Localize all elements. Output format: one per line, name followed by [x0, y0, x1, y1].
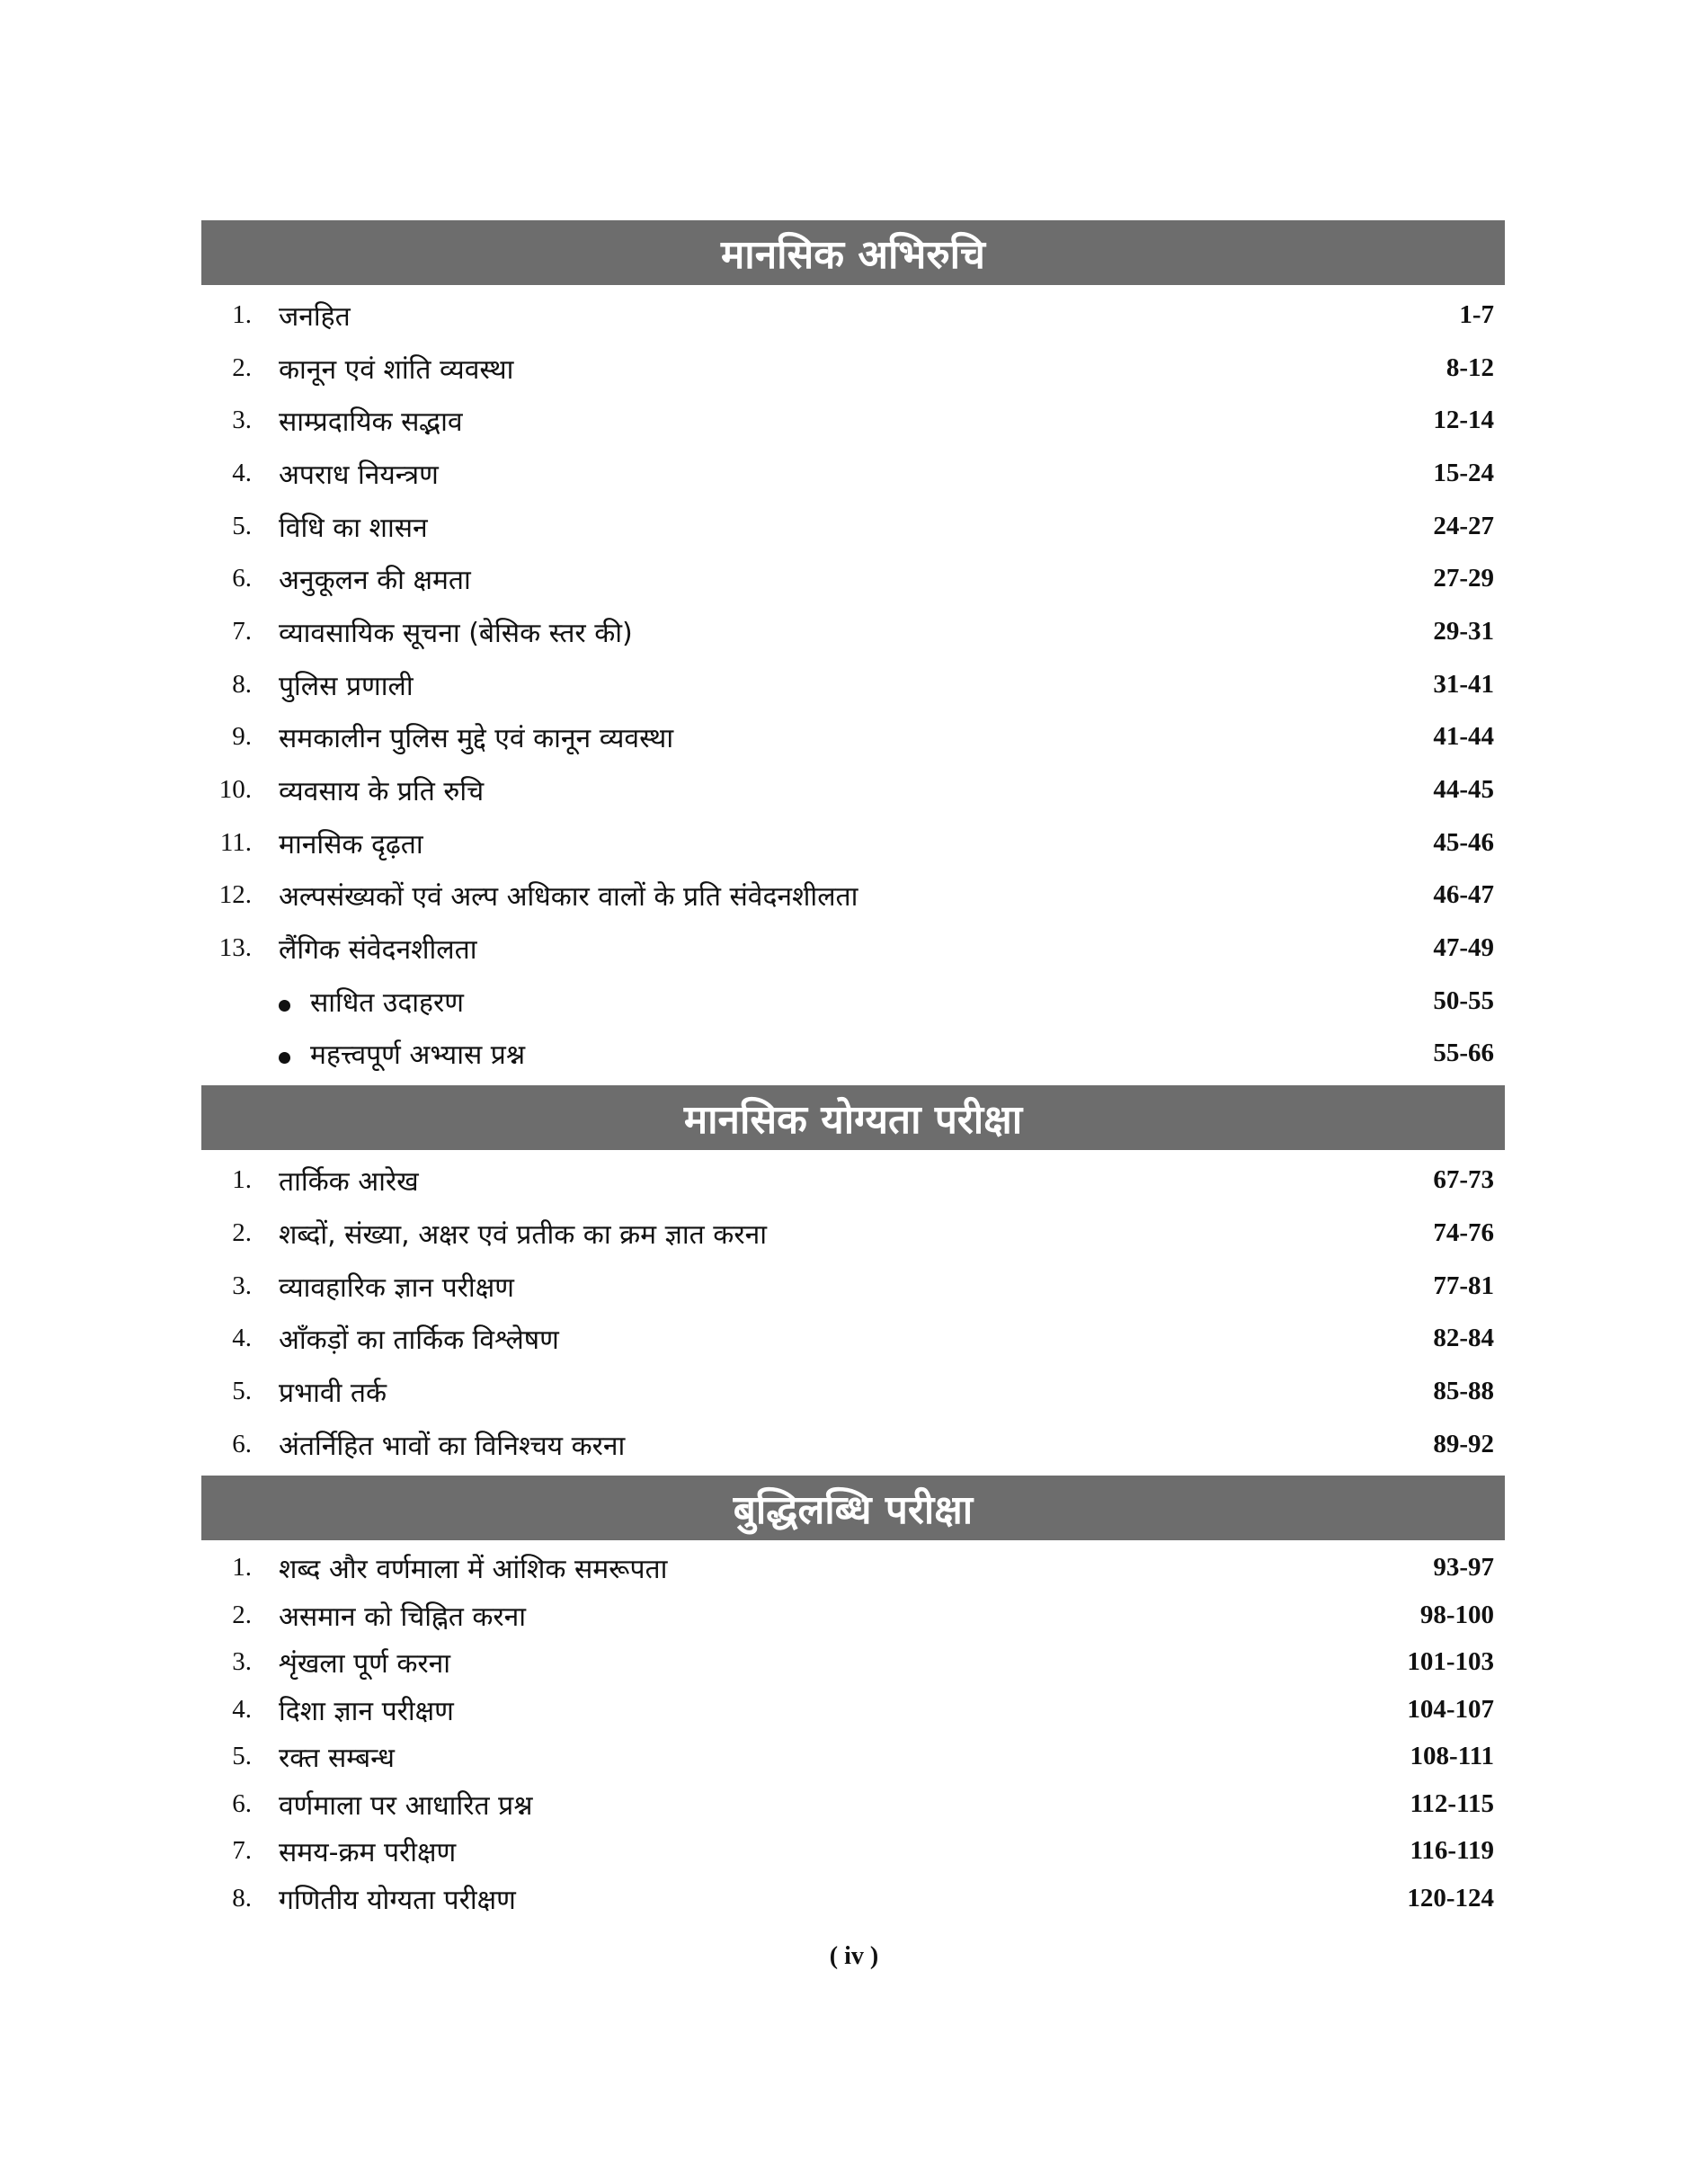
entry-number: 5.: [232, 1376, 252, 1405]
toc-entry[interactable]: [201, 1207, 1505, 1260]
entry-number: 3.: [232, 1271, 252, 1300]
entry-title: अल्पसंख्यकों एवं अल्प अधिकार वालों के प्रति संवेदनशीलता: [279, 881, 858, 914]
entry-title: दिशा ज्ञान परीक्षण: [279, 1695, 454, 1727]
entry-number: 1.: [232, 1165, 252, 1195]
entry-pages: 50-55: [1433, 985, 1494, 1015]
table-of-contents: [201, 220, 1505, 1927]
entry-title: साधित उदाहरण: [310, 986, 464, 1019]
entry-number: 12.: [218, 880, 252, 910]
entry-pages: 67-73: [1433, 1165, 1494, 1195]
entry-title: अपराध नियन्त्रण: [279, 459, 439, 491]
entry-number: 7.: [232, 616, 252, 646]
entry-pages: 55-66: [1433, 1039, 1494, 1068]
toc-entry[interactable]: [201, 658, 1505, 711]
entry-title: शृंखला पूर्ण करना: [279, 1648, 451, 1681]
entry-pages: 101-103: [1407, 1647, 1494, 1677]
entry-number: 10.: [218, 775, 252, 805]
section-heading: बुद्धिलब्धि परीक्षा: [201, 1476, 1505, 1540]
bullet-icon: [279, 1052, 290, 1064]
entry-title: जनहित: [279, 300, 351, 333]
entry-number: 8.: [232, 669, 252, 699]
toc-entry[interactable]: [201, 1686, 1505, 1734]
entry-title: समय-क्रम परीक्षण: [279, 1837, 457, 1869]
entry-pages: 31-41: [1433, 669, 1494, 699]
entry-number: 3.: [232, 406, 252, 435]
entry-number: 8.: [232, 1883, 252, 1913]
page-number: ( iv ): [829, 1942, 879, 1970]
toc-entry[interactable]: [201, 1733, 1505, 1780]
toc-entry[interactable]: [201, 1780, 1505, 1828]
entry-number: 2.: [232, 1600, 252, 1629]
section-heading: मानसिक अभिरुचि: [201, 220, 1505, 285]
entry-title: गणितीय योग्यता परीक्षण: [279, 1884, 516, 1916]
entry-pages: 120-124: [1407, 1883, 1494, 1913]
toc-entry[interactable]: [201, 447, 1505, 500]
entry-title: मानसिक दृढ़ता: [279, 828, 423, 861]
entry-pages: 15-24: [1433, 458, 1494, 487]
entry-title: अंतर्निहित भावों का विनिश्चय करना: [279, 1430, 626, 1462]
entry-pages: 74-76: [1433, 1217, 1494, 1247]
entry-number: 7.: [232, 1836, 252, 1866]
entry-pages: 27-29: [1433, 564, 1494, 593]
entry-number: 9.: [232, 722, 252, 752]
entry-title: प्रभावी तर्क: [279, 1377, 387, 1409]
entry-pages: 116-119: [1410, 1836, 1494, 1866]
toc-sub-entry[interactable]: [201, 975, 1505, 1028]
toc-entry[interactable]: [201, 1260, 1505, 1313]
entry-pages: 47-49: [1433, 933, 1494, 963]
entry-number: 13.: [218, 933, 252, 963]
toc-entry[interactable]: [201, 1418, 1505, 1471]
entry-title: आँकड़ों का तार्किक विश्लेषण: [279, 1324, 559, 1357]
toc-entry[interactable]: [201, 605, 1505, 658]
entry-number: 6.: [232, 1429, 252, 1458]
entry-pages: 93-97: [1433, 1553, 1494, 1583]
entry-number: 3.: [232, 1647, 252, 1677]
entry-pages: 77-81: [1433, 1271, 1494, 1300]
entry-title: कानून एवं शांति व्यवस्था: [279, 353, 514, 386]
toc-entry[interactable]: [201, 869, 1505, 923]
section-heading: मानसिक योग्यता परीक्षा: [201, 1085, 1505, 1150]
entry-title: शब्द और वर्णमाला में आंशिक समरूपता: [279, 1554, 668, 1586]
section-list: [201, 1150, 1505, 1476]
toc-entry[interactable]: [201, 816, 1505, 869]
entry-number: 5.: [232, 1742, 252, 1771]
toc-entry[interactable]: [201, 1875, 1505, 1922]
entry-title: समकालीन पुलिस मुद्दे एवं कानून व्यवस्था: [279, 723, 674, 755]
toc-sub-entry[interactable]: [201, 1028, 1505, 1081]
entry-title: असमान को चिह्नित करना: [279, 1601, 527, 1633]
entry-pages: 29-31: [1433, 616, 1494, 646]
entry-number: 2.: [232, 1217, 252, 1247]
entry-title: वर्णमाला पर आधारित प्रश्न: [279, 1789, 533, 1822]
entry-pages: 44-45: [1433, 775, 1494, 805]
entry-title: व्यावहारिक ज्ञान परीक्षण: [279, 1271, 514, 1304]
toc-entry[interactable]: [201, 1154, 1505, 1207]
toc-entry[interactable]: [201, 711, 1505, 764]
toc-entry[interactable]: [201, 394, 1505, 447]
entry-title: विधि का शासन: [279, 512, 428, 544]
section-list: [201, 1540, 1505, 1927]
bullet-icon: [279, 1000, 290, 1012]
toc-entry[interactable]: [201, 1638, 1505, 1686]
entry-pages: 82-84: [1433, 1324, 1494, 1353]
entry-number: 4.: [232, 1324, 252, 1353]
entry-pages: 24-27: [1433, 511, 1494, 540]
toc-entry[interactable]: [201, 1312, 1505, 1365]
entry-title: साम्प्रदायिक सद्भाव: [279, 406, 463, 439]
entry-title: तार्किक आरेख: [279, 1166, 419, 1199]
section-list: [201, 285, 1505, 1085]
toc-entry[interactable]: [201, 922, 1505, 975]
entry-title: महत्त्वपूर्ण अभ्यास प्रश्न: [310, 1039, 526, 1072]
entry-number: 6.: [232, 1788, 252, 1818]
entry-number: 11.: [219, 827, 252, 857]
entry-title: पुलिस प्रणाली: [279, 670, 414, 702]
entry-pages: 89-92: [1433, 1429, 1494, 1458]
entry-number: 2.: [232, 352, 252, 382]
toc-entry[interactable]: [201, 289, 1505, 342]
entry-pages: 112-115: [1410, 1788, 1494, 1818]
entry-title: अनुकूलन की क्षमता: [279, 565, 471, 597]
toc-entry[interactable]: [201, 552, 1505, 605]
entry-pages: 98-100: [1419, 1600, 1494, 1629]
toc-entry[interactable]: [201, 500, 1505, 553]
entry-pages: 8-12: [1446, 352, 1494, 382]
entry-pages: 108-111: [1410, 1742, 1494, 1771]
entry-title: लैंगिक संवेदनशीलता: [279, 934, 477, 967]
toc-entry[interactable]: [201, 763, 1505, 816]
entry-number: 1.: [232, 299, 252, 329]
toc-entry[interactable]: [201, 1544, 1505, 1592]
entry-pages: 45-46: [1433, 827, 1494, 857]
toc-entry[interactable]: [201, 1365, 1505, 1418]
toc-entry[interactable]: [201, 342, 1505, 395]
entry-title: रक्त सम्बन्ध: [279, 1743, 395, 1775]
entry-title: व्यवसाय के प्रति रुचि: [279, 776, 485, 808]
entry-number: 4.: [232, 1694, 252, 1724]
entry-pages: 1-7: [1459, 299, 1494, 329]
toc-entry[interactable]: [201, 1827, 1505, 1875]
entry-number: 6.: [232, 564, 252, 593]
entry-title: व्यावसायिक सूचना (बेसिक स्तर की): [279, 617, 633, 649]
entry-pages: 85-88: [1433, 1376, 1494, 1405]
entry-number: 5.: [232, 511, 252, 540]
entry-number: 4.: [232, 458, 252, 487]
entry-pages: 41-44: [1433, 722, 1494, 752]
entry-number: 1.: [232, 1553, 252, 1583]
toc-entry[interactable]: [201, 1592, 1505, 1639]
entry-pages: 104-107: [1407, 1694, 1494, 1724]
entry-title: शब्दों, संख्या, अक्षर एवं प्रतीक का क्रम ज्ञात करना: [279, 1218, 768, 1251]
entry-pages: 12-14: [1433, 406, 1494, 435]
entry-pages: 46-47: [1433, 880, 1494, 910]
